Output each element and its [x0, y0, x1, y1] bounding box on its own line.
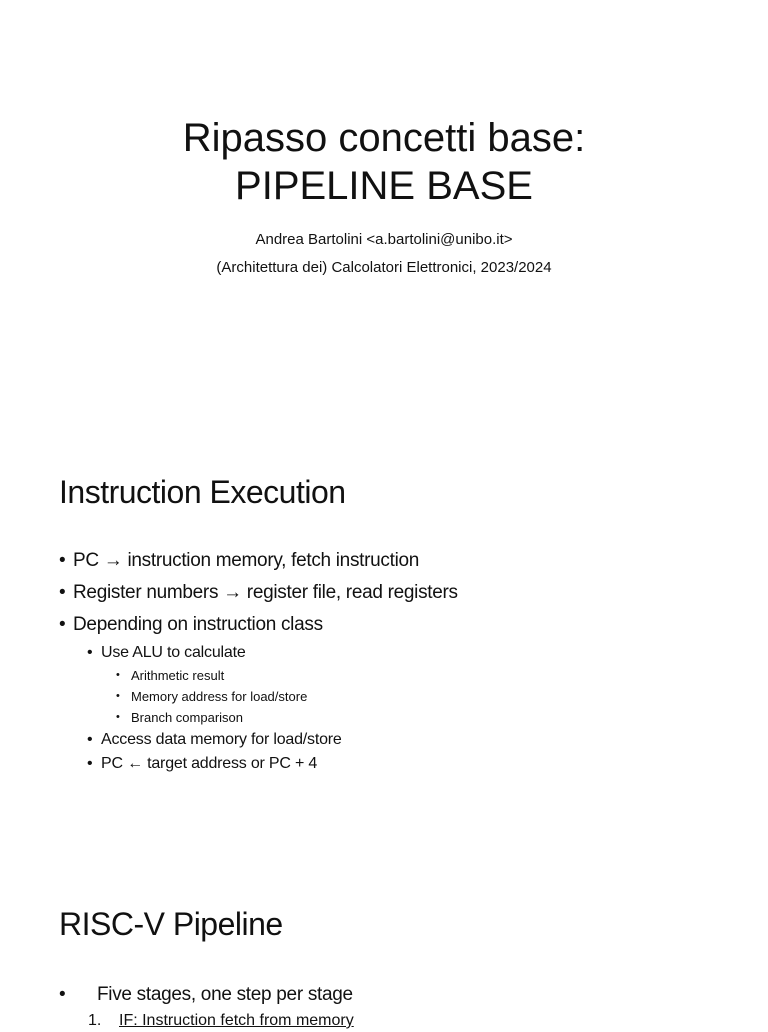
main-title — [0, 114, 768, 210]
list-item: • Depending on instruction class — [59, 609, 458, 641]
main-title-line1: Ripasso concetti base: — [182, 116, 586, 160]
bullet-list — [59, 980, 354, 1032]
numbered-item — [59, 1010, 354, 1032]
title-slide — [0, 0, 768, 432]
list-item: • Five stages, one step per stage — [59, 980, 354, 1010]
slide-title: RISC-V Pipeline — [59, 906, 283, 942]
item-number: 1. — [88, 1012, 102, 1029]
list-item: • Arithmetic result — [116, 665, 458, 686]
course-line: (Architettura dei) Calcolatori Elettronici, 2023/2024 — [216, 259, 552, 276]
list-item: • Access data memory for load/store — [87, 728, 458, 752]
author-line: Andrea Bartolini <a.bartolini@unibo.it> — [255, 231, 513, 248]
item-text: IF: Instruction fetch from memory — [119, 1012, 354, 1029]
list-item: • Branch comparison — [116, 707, 458, 728]
list-item: • Memory address for load/store — [116, 686, 458, 707]
main-title-line2: PIPELINE BASE — [235, 164, 533, 208]
list-item: • Use ALU to calculate — [87, 641, 458, 665]
list-item: • Register numbers → register file, read registers — [59, 577, 458, 609]
slide-title: Instruction Execution — [59, 474, 346, 510]
list-item: • PC → instruction memory, fetch instruction — [59, 545, 458, 577]
list-item: • PC ← target address or PC + 4 — [87, 752, 458, 776]
bullet-list — [59, 545, 458, 776]
